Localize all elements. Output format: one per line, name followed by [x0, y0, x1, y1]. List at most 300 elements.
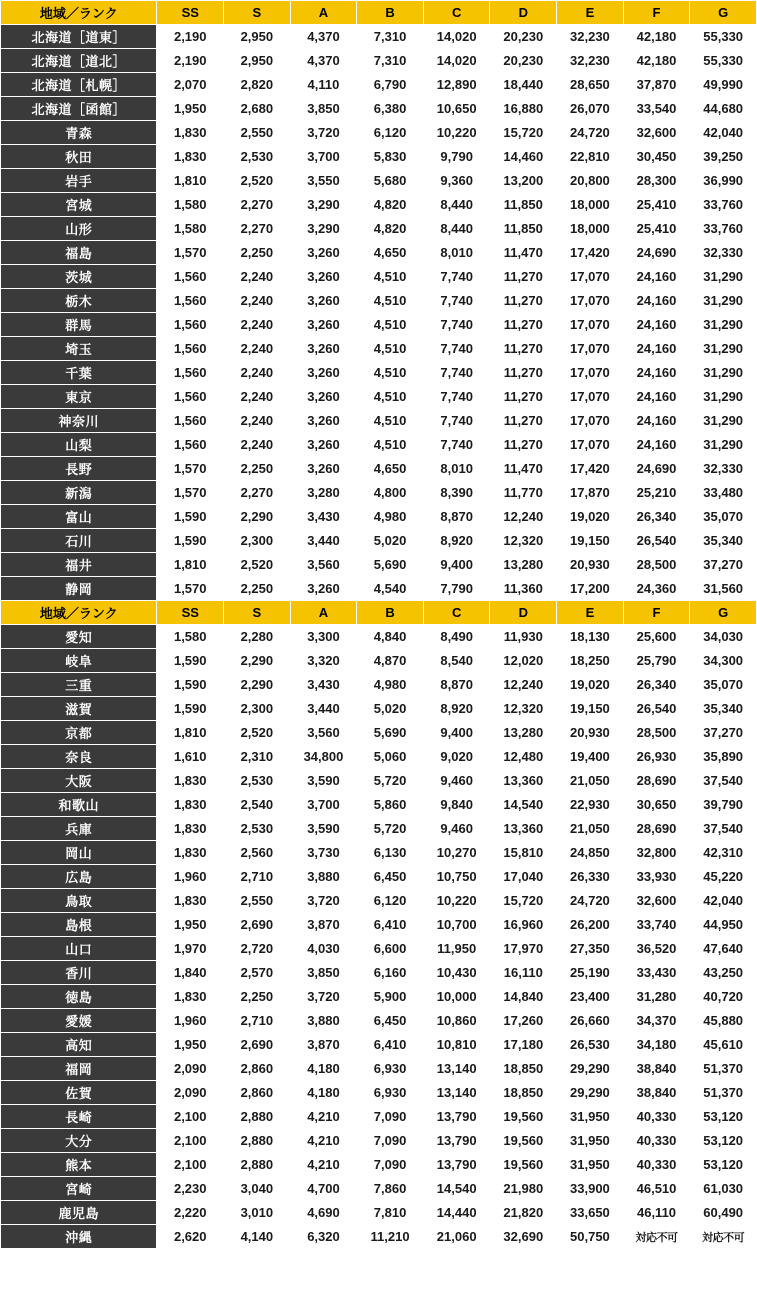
header-rank-e: E: [557, 601, 624, 625]
rate-value-cell: 33,740: [623, 913, 690, 937]
rate-value-cell: 28,650: [557, 73, 624, 97]
rate-value-cell: 4,180: [290, 1057, 357, 1081]
rate-value-cell: 2,690: [224, 1033, 291, 1057]
rate-value-cell: 7,090: [357, 1129, 424, 1153]
rate-value-cell: 17,040: [490, 865, 557, 889]
region-name-cell: 秋田: [1, 145, 157, 169]
rate-value-cell: 3,290: [290, 217, 357, 241]
table-row: [1, 793, 757, 817]
rate-value-cell: 33,480: [690, 481, 757, 505]
rate-value-cell: 18,000: [557, 193, 624, 217]
rate-value-cell: 1,580: [157, 625, 224, 649]
table-row: [1, 985, 757, 1009]
rate-value-cell: 3,720: [290, 985, 357, 1009]
rate-value-cell: 2,540: [224, 793, 291, 817]
rate-value-cell: 5,720: [357, 817, 424, 841]
table-row: [1, 49, 757, 73]
rate-value-cell: 4,510: [357, 313, 424, 337]
rate-value-cell: 18,130: [557, 625, 624, 649]
rate-value-cell: 4,510: [357, 361, 424, 385]
rate-value-cell: 1,590: [157, 529, 224, 553]
rate-value-cell: 2,100: [157, 1153, 224, 1177]
rate-value-cell: 2,820: [224, 73, 291, 97]
rate-value-cell: 44,950: [690, 913, 757, 937]
rate-value-cell: 1,560: [157, 361, 224, 385]
rate-value-cell: 10,000: [423, 985, 490, 1009]
rate-value-cell: 31,950: [557, 1153, 624, 1177]
rate-value-cell: 24,160: [623, 289, 690, 313]
rate-value-cell: 7,090: [357, 1153, 424, 1177]
table-row: [1, 1057, 757, 1081]
rate-value-cell: 8,010: [423, 457, 490, 481]
rate-value-cell: 11,270: [490, 361, 557, 385]
table-row: [1, 673, 757, 697]
rate-value-cell: 17,970: [490, 937, 557, 961]
rate-value-cell: 17,180: [490, 1033, 557, 1057]
region-name-cell: 京都: [1, 721, 157, 745]
table-row: [1, 1033, 757, 1057]
table-row: [1, 121, 757, 145]
rate-value-cell: 1,960: [157, 865, 224, 889]
table-row: [1, 937, 757, 961]
rate-value-cell: 34,370: [623, 1009, 690, 1033]
rate-value-cell: 6,930: [357, 1057, 424, 1081]
rate-value-cell: 46,510: [623, 1177, 690, 1201]
rate-value-cell: 20,230: [490, 25, 557, 49]
region-name-cell: 山梨: [1, 433, 157, 457]
rate-value-cell: 24,690: [623, 241, 690, 265]
rate-value-cell: 24,720: [557, 889, 624, 913]
rate-value-cell: 32,230: [557, 25, 624, 49]
rate-value-cell: 16,880: [490, 97, 557, 121]
rate-value-cell: 6,450: [357, 865, 424, 889]
rate-value-cell: 33,900: [557, 1177, 624, 1201]
rate-value-cell: 31,290: [690, 409, 757, 433]
rate-value-cell: 1,590: [157, 697, 224, 721]
rate-value-cell: 5,690: [357, 553, 424, 577]
rate-value-cell: 25,600: [623, 625, 690, 649]
rate-value-cell: 19,150: [557, 697, 624, 721]
rate-value-cell: 36,990: [690, 169, 757, 193]
region-name-cell: 埼玉: [1, 337, 157, 361]
rate-value-cell: 32,230: [557, 49, 624, 73]
region-name-cell: 群馬: [1, 313, 157, 337]
rate-value-cell: 11,270: [490, 313, 557, 337]
table-row: [1, 313, 757, 337]
region-name-cell: 佐賀: [1, 1081, 157, 1105]
rate-value-cell: 対応不可: [690, 1225, 757, 1249]
rate-value-cell: 38,840: [623, 1057, 690, 1081]
rate-value-cell: 42,040: [690, 889, 757, 913]
rate-value-cell: 11,360: [490, 577, 557, 601]
rate-value-cell: 1,570: [157, 577, 224, 601]
table-row: [1, 265, 757, 289]
rate-value-cell: 3,260: [290, 289, 357, 313]
rate-value-cell: 3,850: [290, 97, 357, 121]
rate-value-cell: 17,070: [557, 385, 624, 409]
rate-value-cell: 53,120: [690, 1129, 757, 1153]
rate-value-cell: 24,160: [623, 385, 690, 409]
region-name-cell: 徳島: [1, 985, 157, 1009]
table-header-row: [1, 601, 757, 625]
table-row: [1, 457, 757, 481]
table-row: [1, 241, 757, 265]
rate-value-cell: 1,830: [157, 793, 224, 817]
rate-value-cell: 19,560: [490, 1129, 557, 1153]
rate-value-cell: 6,130: [357, 841, 424, 865]
rate-value-cell: 1,830: [157, 145, 224, 169]
rate-value-cell: 4,510: [357, 265, 424, 289]
rate-value-cell: 18,250: [557, 649, 624, 673]
rate-value-cell: 4,140: [224, 1225, 291, 1249]
rate-value-cell: 9,790: [423, 145, 490, 169]
rate-value-cell: 18,850: [490, 1081, 557, 1105]
rate-value-cell: 40,330: [623, 1129, 690, 1153]
rate-value-cell: 7,810: [357, 1201, 424, 1225]
rate-value-cell: 8,870: [423, 673, 490, 697]
rate-value-cell: 22,930: [557, 793, 624, 817]
rate-value-cell: 35,890: [690, 745, 757, 769]
rate-value-cell: 53,120: [690, 1153, 757, 1177]
rate-value-cell: 2,520: [224, 553, 291, 577]
rate-value-cell: 2,880: [224, 1153, 291, 1177]
rate-value-cell: 11,950: [423, 937, 490, 961]
rate-value-cell: 11,270: [490, 433, 557, 457]
table-row: [1, 1201, 757, 1225]
rate-value-cell: 2,100: [157, 1129, 224, 1153]
region-name-cell: 茨城: [1, 265, 157, 289]
rate-value-cell: 4,980: [357, 673, 424, 697]
rate-value-cell: 33,760: [690, 193, 757, 217]
table-header-row: [1, 1, 757, 25]
region-name-cell: 千葉: [1, 361, 157, 385]
rate-value-cell: 49,990: [690, 73, 757, 97]
rate-value-cell: 13,790: [423, 1129, 490, 1153]
rate-value-cell: 9,360: [423, 169, 490, 193]
rate-value-cell: 24,160: [623, 337, 690, 361]
rate-value-cell: 1,830: [157, 985, 224, 1009]
rate-value-cell: 5,860: [357, 793, 424, 817]
rate-value-cell: 9,460: [423, 769, 490, 793]
rate-value-cell: 1,950: [157, 913, 224, 937]
rate-value-cell: 11,930: [490, 625, 557, 649]
rate-value-cell: 30,450: [623, 145, 690, 169]
region-name-cell: 鳥取: [1, 889, 157, 913]
rate-value-cell: 37,540: [690, 769, 757, 793]
rate-value-cell: 1,570: [157, 241, 224, 265]
rate-value-cell: 1,560: [157, 313, 224, 337]
region-name-cell: 大阪: [1, 769, 157, 793]
rate-value-cell: 9,020: [423, 745, 490, 769]
region-name-cell: 岩手: [1, 169, 157, 193]
rate-value-cell: 40,330: [623, 1105, 690, 1129]
rate-value-cell: 7,090: [357, 1105, 424, 1129]
rate-value-cell: 1,830: [157, 889, 224, 913]
region-name-cell: 滋賀: [1, 697, 157, 721]
rate-value-cell: 55,330: [690, 49, 757, 73]
rate-value-cell: 11,470: [490, 241, 557, 265]
table-row: [1, 409, 757, 433]
rate-value-cell: 4,800: [357, 481, 424, 505]
table-row: [1, 865, 757, 889]
rate-value-cell: 3,260: [290, 241, 357, 265]
rate-value-cell: 12,890: [423, 73, 490, 97]
rate-value-cell: 50,750: [557, 1225, 624, 1249]
rate-value-cell: 4,370: [290, 49, 357, 73]
rate-value-cell: 4,210: [290, 1129, 357, 1153]
rate-value-cell: 13,360: [490, 769, 557, 793]
rate-value-cell: 24,160: [623, 433, 690, 457]
rate-value-cell: 5,830: [357, 145, 424, 169]
rate-value-cell: 2,240: [224, 265, 291, 289]
region-name-cell: 北海道［道東］: [1, 25, 157, 49]
header-region-label: 地域／ランク: [1, 1, 157, 25]
rate-value-cell: 2,710: [224, 1009, 291, 1033]
rate-value-cell: 31,290: [690, 385, 757, 409]
header-rank-ss: SS: [157, 1, 224, 25]
rate-value-cell: 2,250: [224, 457, 291, 481]
rate-value-cell: 3,440: [290, 697, 357, 721]
rate-value-cell: 32,600: [623, 121, 690, 145]
rate-value-cell: 13,140: [423, 1057, 490, 1081]
rate-value-cell: 39,250: [690, 145, 757, 169]
rate-value-cell: 21,060: [423, 1225, 490, 1249]
rate-value-cell: 26,070: [557, 97, 624, 121]
rate-value-cell: 6,600: [357, 937, 424, 961]
table-row: [1, 385, 757, 409]
rate-value-cell: 4,030: [290, 937, 357, 961]
rate-value-cell: 4,980: [357, 505, 424, 529]
table-row: [1, 1177, 757, 1201]
table-row: [1, 649, 757, 673]
rate-value-cell: 3,850: [290, 961, 357, 985]
rate-value-cell: 11,210: [357, 1225, 424, 1249]
rate-value-cell: 18,850: [490, 1057, 557, 1081]
rate-value-cell: 11,270: [490, 385, 557, 409]
rate-value-cell: 2,530: [224, 817, 291, 841]
rate-value-cell: 14,840: [490, 985, 557, 1009]
rate-value-cell: 6,160: [357, 961, 424, 985]
rate-value-cell: 31,290: [690, 433, 757, 457]
rate-value-cell: 8,010: [423, 241, 490, 265]
rate-value-cell: 2,280: [224, 625, 291, 649]
rate-value-cell: 7,740: [423, 313, 490, 337]
rate-value-cell: 1,560: [157, 433, 224, 457]
rate-value-cell: 3,730: [290, 841, 357, 865]
rate-value-cell: 13,360: [490, 817, 557, 841]
rate-value-cell: 7,790: [423, 577, 490, 601]
rate-value-cell: 10,860: [423, 1009, 490, 1033]
rate-value-cell: 24,160: [623, 409, 690, 433]
rate-value-cell: 20,230: [490, 49, 557, 73]
table-row: [1, 1153, 757, 1177]
rate-value-cell: 7,310: [357, 49, 424, 73]
rate-value-cell: 3,260: [290, 433, 357, 457]
rate-value-cell: 31,950: [557, 1129, 624, 1153]
rate-value-cell: 7,740: [423, 409, 490, 433]
rate-value-cell: 19,400: [557, 745, 624, 769]
region-name-cell: 静岡: [1, 577, 157, 601]
header-rank-a: A: [290, 601, 357, 625]
rate-value-cell: 6,380: [357, 97, 424, 121]
rate-value-cell: 3,590: [290, 817, 357, 841]
rate-value-cell: 32,330: [690, 457, 757, 481]
rate-value-cell: 12,020: [490, 649, 557, 673]
table-row: [1, 913, 757, 937]
rate-value-cell: 2,300: [224, 529, 291, 553]
rate-value-cell: 26,530: [557, 1033, 624, 1057]
rate-value-cell: 20,800: [557, 169, 624, 193]
rate-value-cell: 4,210: [290, 1153, 357, 1177]
region-name-cell: 北海道［道北］: [1, 49, 157, 73]
rate-value-cell: 31,280: [623, 985, 690, 1009]
rate-value-cell: 5,690: [357, 721, 424, 745]
rate-value-cell: 8,490: [423, 625, 490, 649]
rate-value-cell: 1,950: [157, 1033, 224, 1057]
rate-value-cell: 1,590: [157, 673, 224, 697]
rate-value-cell: 28,500: [623, 721, 690, 745]
rate-value-cell: 1,810: [157, 553, 224, 577]
rate-value-cell: 1,560: [157, 385, 224, 409]
rate-value-cell: 2,240: [224, 289, 291, 313]
table-row: [1, 745, 757, 769]
rate-value-cell: 5,060: [357, 745, 424, 769]
rate-value-cell: 3,550: [290, 169, 357, 193]
rate-value-cell: 12,240: [490, 505, 557, 529]
rate-value-cell: 33,760: [690, 217, 757, 241]
rate-value-cell: 3,720: [290, 889, 357, 913]
rate-value-cell: 2,620: [157, 1225, 224, 1249]
rate-value-cell: 1,840: [157, 961, 224, 985]
rate-value-cell: 1,560: [157, 265, 224, 289]
rate-value-cell: 3,700: [290, 793, 357, 817]
rate-value-cell: 2,290: [224, 649, 291, 673]
rate-value-cell: 14,460: [490, 145, 557, 169]
header-rank-d: D: [490, 1, 557, 25]
rate-value-cell: 3,300: [290, 625, 357, 649]
region-name-cell: 熊本: [1, 1153, 157, 1177]
header-rank-c: C: [423, 1, 490, 25]
header-rank-g: G: [690, 1, 757, 25]
rate-value-cell: 4,650: [357, 241, 424, 265]
rate-value-cell: 1,960: [157, 1009, 224, 1033]
rate-value-cell: 2,090: [157, 1081, 224, 1105]
rate-value-cell: 28,300: [623, 169, 690, 193]
rate-value-cell: 8,920: [423, 529, 490, 553]
rate-value-cell: 4,690: [290, 1201, 357, 1225]
rate-value-cell: 2,290: [224, 505, 291, 529]
rate-value-cell: 11,850: [490, 193, 557, 217]
rate-value-cell: 1,830: [157, 817, 224, 841]
rate-value-cell: 10,810: [423, 1033, 490, 1057]
region-name-cell: 福井: [1, 553, 157, 577]
rate-value-cell: 1,560: [157, 409, 224, 433]
rate-value-cell: 24,160: [623, 313, 690, 337]
rate-value-cell: 33,650: [557, 1201, 624, 1225]
rate-value-cell: 37,870: [623, 73, 690, 97]
rate-value-cell: 2,720: [224, 937, 291, 961]
rate-value-cell: 3,280: [290, 481, 357, 505]
rate-value-cell: 13,790: [423, 1105, 490, 1129]
rate-value-cell: 31,560: [690, 577, 757, 601]
rate-value-cell: 21,820: [490, 1201, 557, 1225]
rate-value-cell: 13,280: [490, 553, 557, 577]
rate-value-cell: 28,500: [623, 553, 690, 577]
rate-value-cell: 13,280: [490, 721, 557, 745]
rate-value-cell: 3,260: [290, 409, 357, 433]
rate-value-cell: 2,950: [224, 49, 291, 73]
table-row: [1, 553, 757, 577]
rate-value-cell: 45,610: [690, 1033, 757, 1057]
rate-value-cell: 2,250: [224, 577, 291, 601]
rate-value-cell: 1,830: [157, 121, 224, 145]
table-row: [1, 1009, 757, 1033]
region-name-cell: 高知: [1, 1033, 157, 1057]
rate-value-cell: 4,820: [357, 217, 424, 241]
rate-value-cell: 8,540: [423, 649, 490, 673]
rate-value-cell: 5,020: [357, 697, 424, 721]
region-name-cell: 長崎: [1, 1105, 157, 1129]
rate-value-cell: 1,560: [157, 289, 224, 313]
rate-value-cell: 24,850: [557, 841, 624, 865]
rate-value-cell: 3,430: [290, 673, 357, 697]
rate-value-cell: 2,950: [224, 25, 291, 49]
rate-value-cell: 7,740: [423, 289, 490, 313]
rate-value-cell: 2,220: [157, 1201, 224, 1225]
rate-value-cell: 11,270: [490, 289, 557, 313]
region-name-cell: 福岡: [1, 1057, 157, 1081]
rate-value-cell: 5,680: [357, 169, 424, 193]
rate-value-cell: 46,110: [623, 1201, 690, 1225]
rate-value-cell: 3,260: [290, 313, 357, 337]
rate-value-cell: 2,300: [224, 697, 291, 721]
rate-value-cell: 1,950: [157, 97, 224, 121]
rate-value-cell: 17,070: [557, 313, 624, 337]
region-name-cell: 北海道［函館］: [1, 97, 157, 121]
rate-value-cell: 3,260: [290, 577, 357, 601]
rate-value-cell: 21,980: [490, 1177, 557, 1201]
rate-value-cell: 1,830: [157, 841, 224, 865]
rate-value-cell: 2,240: [224, 337, 291, 361]
rate-value-cell: 1,810: [157, 721, 224, 745]
rate-value-cell: 38,840: [623, 1081, 690, 1105]
rate-value-cell: 1,570: [157, 457, 224, 481]
table-row: [1, 817, 757, 841]
rate-value-cell: 15,810: [490, 841, 557, 865]
rate-value-cell: 40,720: [690, 985, 757, 1009]
rate-value-cell: 1,560: [157, 337, 224, 361]
rate-value-cell: 2,270: [224, 481, 291, 505]
table-row: [1, 505, 757, 529]
rate-value-cell: 33,430: [623, 961, 690, 985]
rate-value-cell: 9,400: [423, 721, 490, 745]
rate-value-cell: 45,880: [690, 1009, 757, 1033]
table-row: [1, 145, 757, 169]
rate-value-cell: 1,580: [157, 193, 224, 217]
rate-value-cell: 1,610: [157, 745, 224, 769]
rate-value-cell: 26,200: [557, 913, 624, 937]
table-row: [1, 433, 757, 457]
rate-value-cell: 2,240: [224, 361, 291, 385]
rate-value-cell: 6,410: [357, 913, 424, 937]
rate-value-cell: 2,530: [224, 145, 291, 169]
rate-value-cell: 17,070: [557, 433, 624, 457]
rate-value-cell: 2,290: [224, 673, 291, 697]
table-row: [1, 529, 757, 553]
region-name-cell: 兵庫: [1, 817, 157, 841]
rate-value-cell: 12,320: [490, 697, 557, 721]
rate-value-cell: 36,520: [623, 937, 690, 961]
